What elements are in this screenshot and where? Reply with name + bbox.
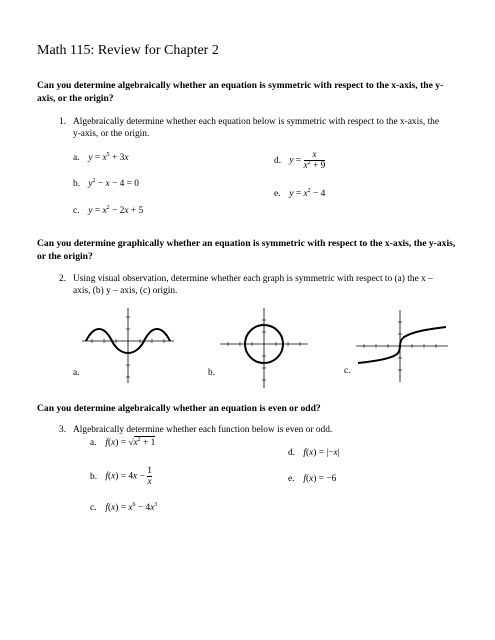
equation-b: b. $y^2 - x - 4 = 0$ [73, 178, 139, 189]
equation-a: a. $y = x^5 + 3x$ [73, 152, 129, 163]
function-e: e. f(x) = −6 [288, 474, 337, 484]
graph-b-label: b. [208, 368, 216, 378]
equation-e: e. $y = x^2 - 4$ [274, 188, 326, 199]
function-a: a. $f(x) = √x^2 + 1$ [90, 437, 156, 448]
item-text: Algebraically determine whether each equation below is symmetric with respect to the x-axis, the y-axis, or the origin. [73, 117, 440, 140]
function-b: b. f(x) = 4x − $\frac{1}{x}$ [90, 466, 152, 487]
item-number: 2. [59, 274, 67, 284]
section2-item [59, 273, 449, 298]
item-number: 3. [59, 425, 67, 435]
page-title: Math 115: Review for Chapter 2 [37, 43, 219, 58]
section3-item [59, 424, 449, 436]
section2-question: Can you determine graphically whether an equation is symmetric with respect to the x-axis, the y-axis, or the origin? [37, 238, 456, 262]
graph-b-circle [220, 308, 308, 388]
item-text: Using visual observation, determine whether each graph is symmetric with respect to (a) the x – axis, (b) y – axis, (c) origin. [73, 274, 433, 297]
section3-question: Can you determine algebraically whether an equation is even or odd? [37, 403, 321, 414]
section1-item [59, 116, 449, 141]
graph-a-label: a. [73, 368, 80, 378]
item-text: Algebraically determine whether each function below is even or odd. [73, 425, 333, 435]
function-d: d. f(x) = |−x| [288, 448, 340, 458]
graph-c-curve [356, 310, 448, 382]
function-c: c. $f(x) = x^6 - 4x^3$ [90, 502, 158, 513]
graph-a-sine [82, 308, 174, 383]
equation-c: c. $y = x^2 - 2x + 5$ [73, 205, 144, 216]
equation-d: d. y = $\frac{x}{x^2 + 9}$ [274, 150, 326, 171]
graph-c-label: c. [344, 366, 351, 376]
item-number: 1. [59, 117, 67, 127]
section1-question: Can you determine algebraically whether an equation is symmetric with respect to the x-axis, the y-axis, or the origin? [37, 80, 444, 104]
